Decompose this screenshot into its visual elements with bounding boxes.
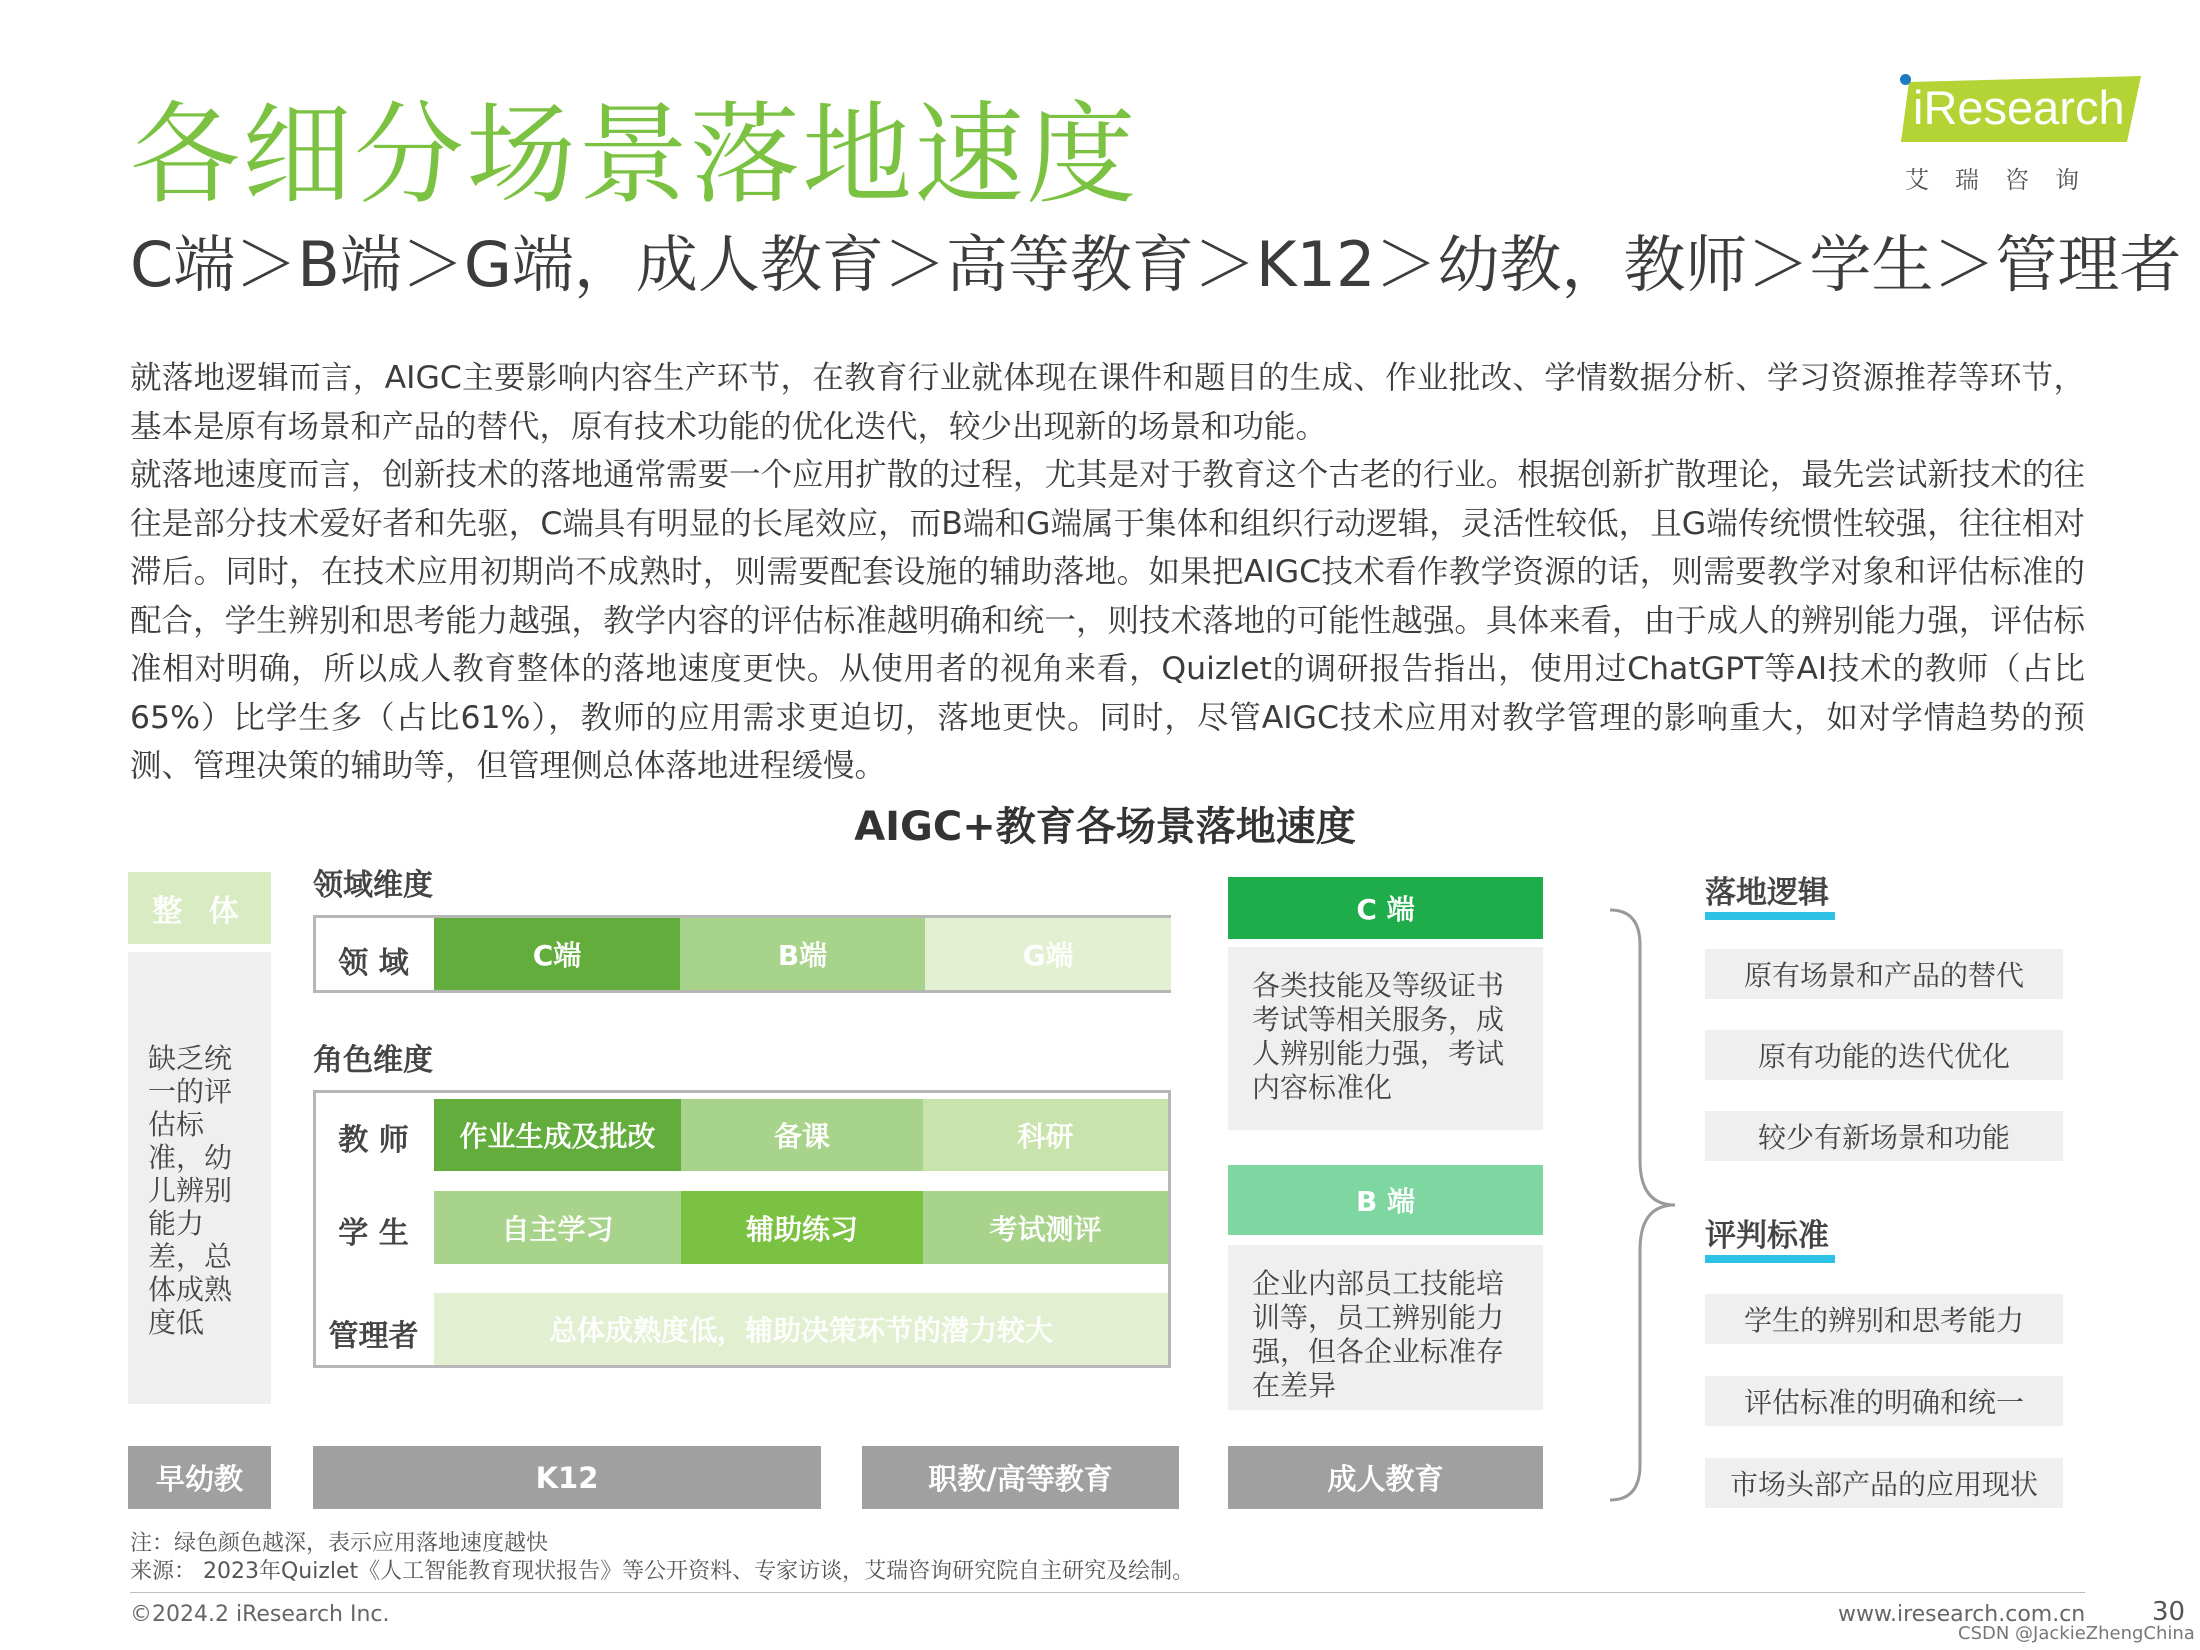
role-dimension-box (313, 1090, 1171, 1368)
role-row-label-teacher: 教 师 (338, 1123, 409, 1158)
domain-cell-b: B端 (680, 918, 925, 990)
domain-row-label: 领 域 (338, 946, 409, 981)
bar-early-education: 早幼教 (128, 1446, 271, 1509)
role-cell-research: 科研 (923, 1099, 1168, 1171)
body-paragraph-2: 就落地速度而言，创新技术的落地通常需要一个应用扩散的过程，尤其是对于教育这个古老的行业。根据创新扩散理论，最先尝试新技术的往往是部分技术爱好者和先驱，C端具有明显的长尾效应，而B端和G端属于集体和组织行动逻辑，灵活性较低，且G端传统惯性较强，往往相对滞后。同时，在技术应用初期尚不成熟时，则需要配套设施的辅助落地。如果把AIGC技术看作教学资源的话，则需要教学对象和评估标准的配合，学生辨别和思考能力越强，教学内容的评估标准越明确和统一，则技术落地的可能性越强。具体来看，由于成人的辨别能力强，评估标准相对明确，所以成人教育整体的落地速度更快。从使用者的视角来看，Quizlet的调研报告指出，使用过ChatGPT等AI技术的教师（占比65%）比学生多（占比61%），教师的应用需求更迫切，落地更快。同时，尽管AIGC技术应用对教学管理的影响重大，如对学情趋势的预测、管理决策的辅助等，但管理侧总体落地进程缓慢。 (130, 457, 2085, 784)
role-row-label-student: 学 生 (338, 1216, 409, 1251)
logo-text: iResearch (1913, 81, 2125, 134)
role-cell-homework: 作业生成及批改 (434, 1099, 681, 1171)
body-paragraph-1: 就落地逻辑而言，AIGC主要影响内容生产环节，在教育行业就体现在课件和题目的生成、作业批改、学情数据分析、学习资源推荐等环节，基本是原有场景和产品的替代，原有技术功能的优化迭代，较少出现新的场景和功能。 (130, 360, 2085, 445)
card-c-body: 各类技能及等级证书考试等相关服务，成人辨别能力强，考试内容标准化 (1228, 947, 1543, 1130)
domain-dimension-box (313, 915, 1171, 993)
bar-k12: K12 (313, 1446, 821, 1509)
footnote: 注：绿色颜色越深，表示应用落地速度越快 (130, 1531, 549, 1556)
role-cell-practice: 辅助练习 (681, 1191, 923, 1264)
domain-cell-c: C端 (434, 918, 680, 990)
copyright: ©2024.2 iResearch Inc. (130, 1602, 390, 1627)
criteria-item: 学生的辨别和思考能力 (1705, 1294, 2063, 1344)
iresearch-logo (1895, 68, 2150, 193)
page-title: 各细分场景落地速度 (130, 91, 1138, 219)
curly-brace-icon (1600, 905, 1680, 1505)
logic-underline (1705, 912, 1835, 920)
logic-heading: 落地逻辑 (1705, 875, 1829, 911)
criteria-item: 市场头部产品的应用现状 (1705, 1458, 2063, 1508)
page-subtitle: C端＞B端＞G端，成人教育＞高等教育＞K12＞幼教，教师＞学生＞管理者 (130, 228, 2182, 301)
overall-panel (128, 952, 271, 1404)
watermark: CSDN @JackieZhengChina (1958, 1623, 2195, 1644)
logo-dot-icon (1900, 74, 1911, 85)
overall-header: 整 体 (128, 872, 271, 944)
role-dimension-label: 角色维度 (313, 1043, 433, 1078)
role-cell-self-study: 自主学习 (434, 1191, 681, 1264)
criteria-underline (1705, 1255, 1835, 1263)
logic-item: 原有场景和产品的替代 (1705, 949, 2063, 999)
overall-description: 缺乏统一的评估标准，幼儿辨别能力差，总体成熟度低 (148, 1042, 233, 1339)
criteria-item: 评估标准的明确和统一 (1705, 1376, 2063, 1426)
footer-divider (130, 1592, 2085, 1593)
role-cell-exam: 考试测评 (923, 1191, 1168, 1264)
domain-cell-g: G端 (925, 918, 1171, 990)
website-link[interactable]: www.iresearch.com.cn (1838, 1602, 2086, 1627)
diagram-title: AIGC+教育各场景落地速度 (854, 804, 1356, 850)
card-b-header: B 端 (1228, 1165, 1543, 1235)
logic-item: 较少有新场景和功能 (1705, 1111, 2063, 1161)
role-cell-manager: 总体成熟度低，辅助决策环节的潜力较大 (434, 1293, 1168, 1365)
page-number: 30 (2152, 1597, 2186, 1627)
card-c-header: C 端 (1228, 877, 1543, 939)
card-b-body: 企业内部员工技能培训等，员工辨别能力强，但各企业标准存在差异 (1228, 1245, 1543, 1410)
criteria-heading: 评判标准 (1705, 1218, 1829, 1254)
bar-adult-education: 成人教育 (1228, 1446, 1543, 1509)
logo-subtext: 艾瑞咨询 (1905, 166, 2105, 194)
role-row-label-manager: 管理者 (328, 1319, 419, 1354)
role-cell-lesson-prep: 备课 (681, 1099, 923, 1171)
bar-vocational-higher: 职教/高等教育 (862, 1446, 1179, 1509)
logic-item: 原有功能的迭代优化 (1705, 1030, 2063, 1080)
source-note: 来源： 2023年Quizlet《人工智能教育现状报告》等公开资料、专家访谈，艾瑞咨询研究院自主研究及绘制。 (130, 1559, 1195, 1584)
domain-dimension-label: 领域维度 (313, 868, 433, 903)
